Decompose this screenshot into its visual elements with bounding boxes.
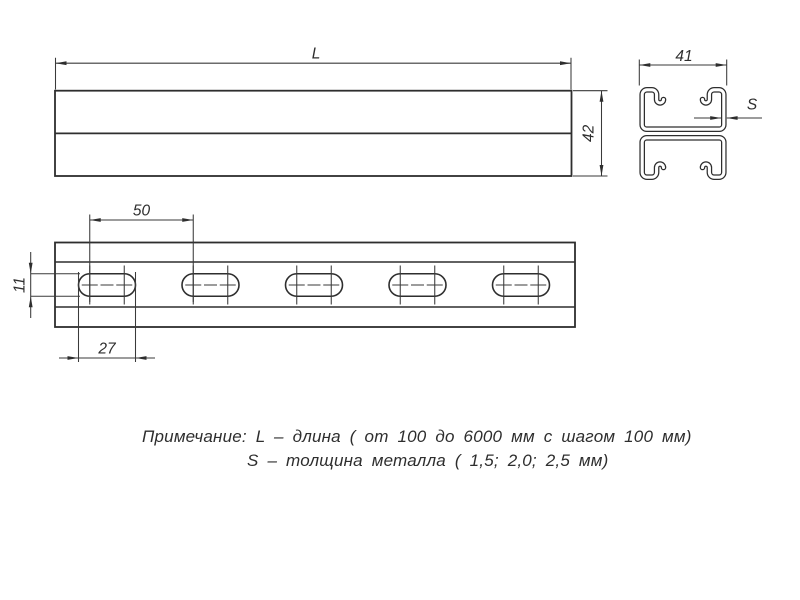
upper-channel-outline xyxy=(642,90,724,129)
slot-hole xyxy=(389,266,446,305)
side-view xyxy=(55,46,608,177)
arrowhead xyxy=(182,218,193,222)
arrowhead xyxy=(710,116,721,120)
slot-hole xyxy=(493,266,550,305)
arrowhead xyxy=(727,116,738,120)
extension-lines xyxy=(56,58,572,90)
cross-section-view xyxy=(639,48,762,177)
arrowhead xyxy=(29,263,33,274)
thickness-dim-label: S xyxy=(746,96,758,114)
slot-width-dim-label: 11 xyxy=(11,276,29,294)
note-line-1: Примечание: L – длина ( от 100 до 6000 мм с шагом 100 мм) xyxy=(142,427,692,446)
note-line-2: S – толщина металла ( 1,5; 2,0; 2,5 мм) xyxy=(247,451,609,470)
width-dimension xyxy=(639,48,726,86)
slot-hole xyxy=(79,266,136,305)
arrowhead xyxy=(716,63,727,67)
arrowhead xyxy=(136,356,147,360)
pitch-dimension xyxy=(90,203,194,303)
arrowhead xyxy=(56,61,67,65)
extension-lines xyxy=(90,215,194,303)
plan-view xyxy=(12,203,576,363)
length-dim-label: L xyxy=(311,45,321,63)
width-dim-label: 41 xyxy=(675,48,693,65)
height-dimension xyxy=(573,91,608,176)
height-dim-label: 42 xyxy=(580,124,598,142)
lower-channel-outline xyxy=(642,138,724,177)
note xyxy=(142,427,692,470)
slot-hole xyxy=(182,266,239,305)
slot-length-dim-label: 27 xyxy=(98,340,116,358)
arrowhead xyxy=(600,165,604,176)
arrowhead xyxy=(639,63,650,67)
arrowhead xyxy=(600,91,604,102)
arrowhead xyxy=(29,296,33,307)
pitch-dim-label: 50 xyxy=(132,202,151,220)
arrowhead xyxy=(560,61,571,65)
length-dimension xyxy=(56,46,572,90)
slot-hole xyxy=(286,266,343,305)
arrowhead xyxy=(68,356,79,360)
arrowhead xyxy=(90,218,101,222)
